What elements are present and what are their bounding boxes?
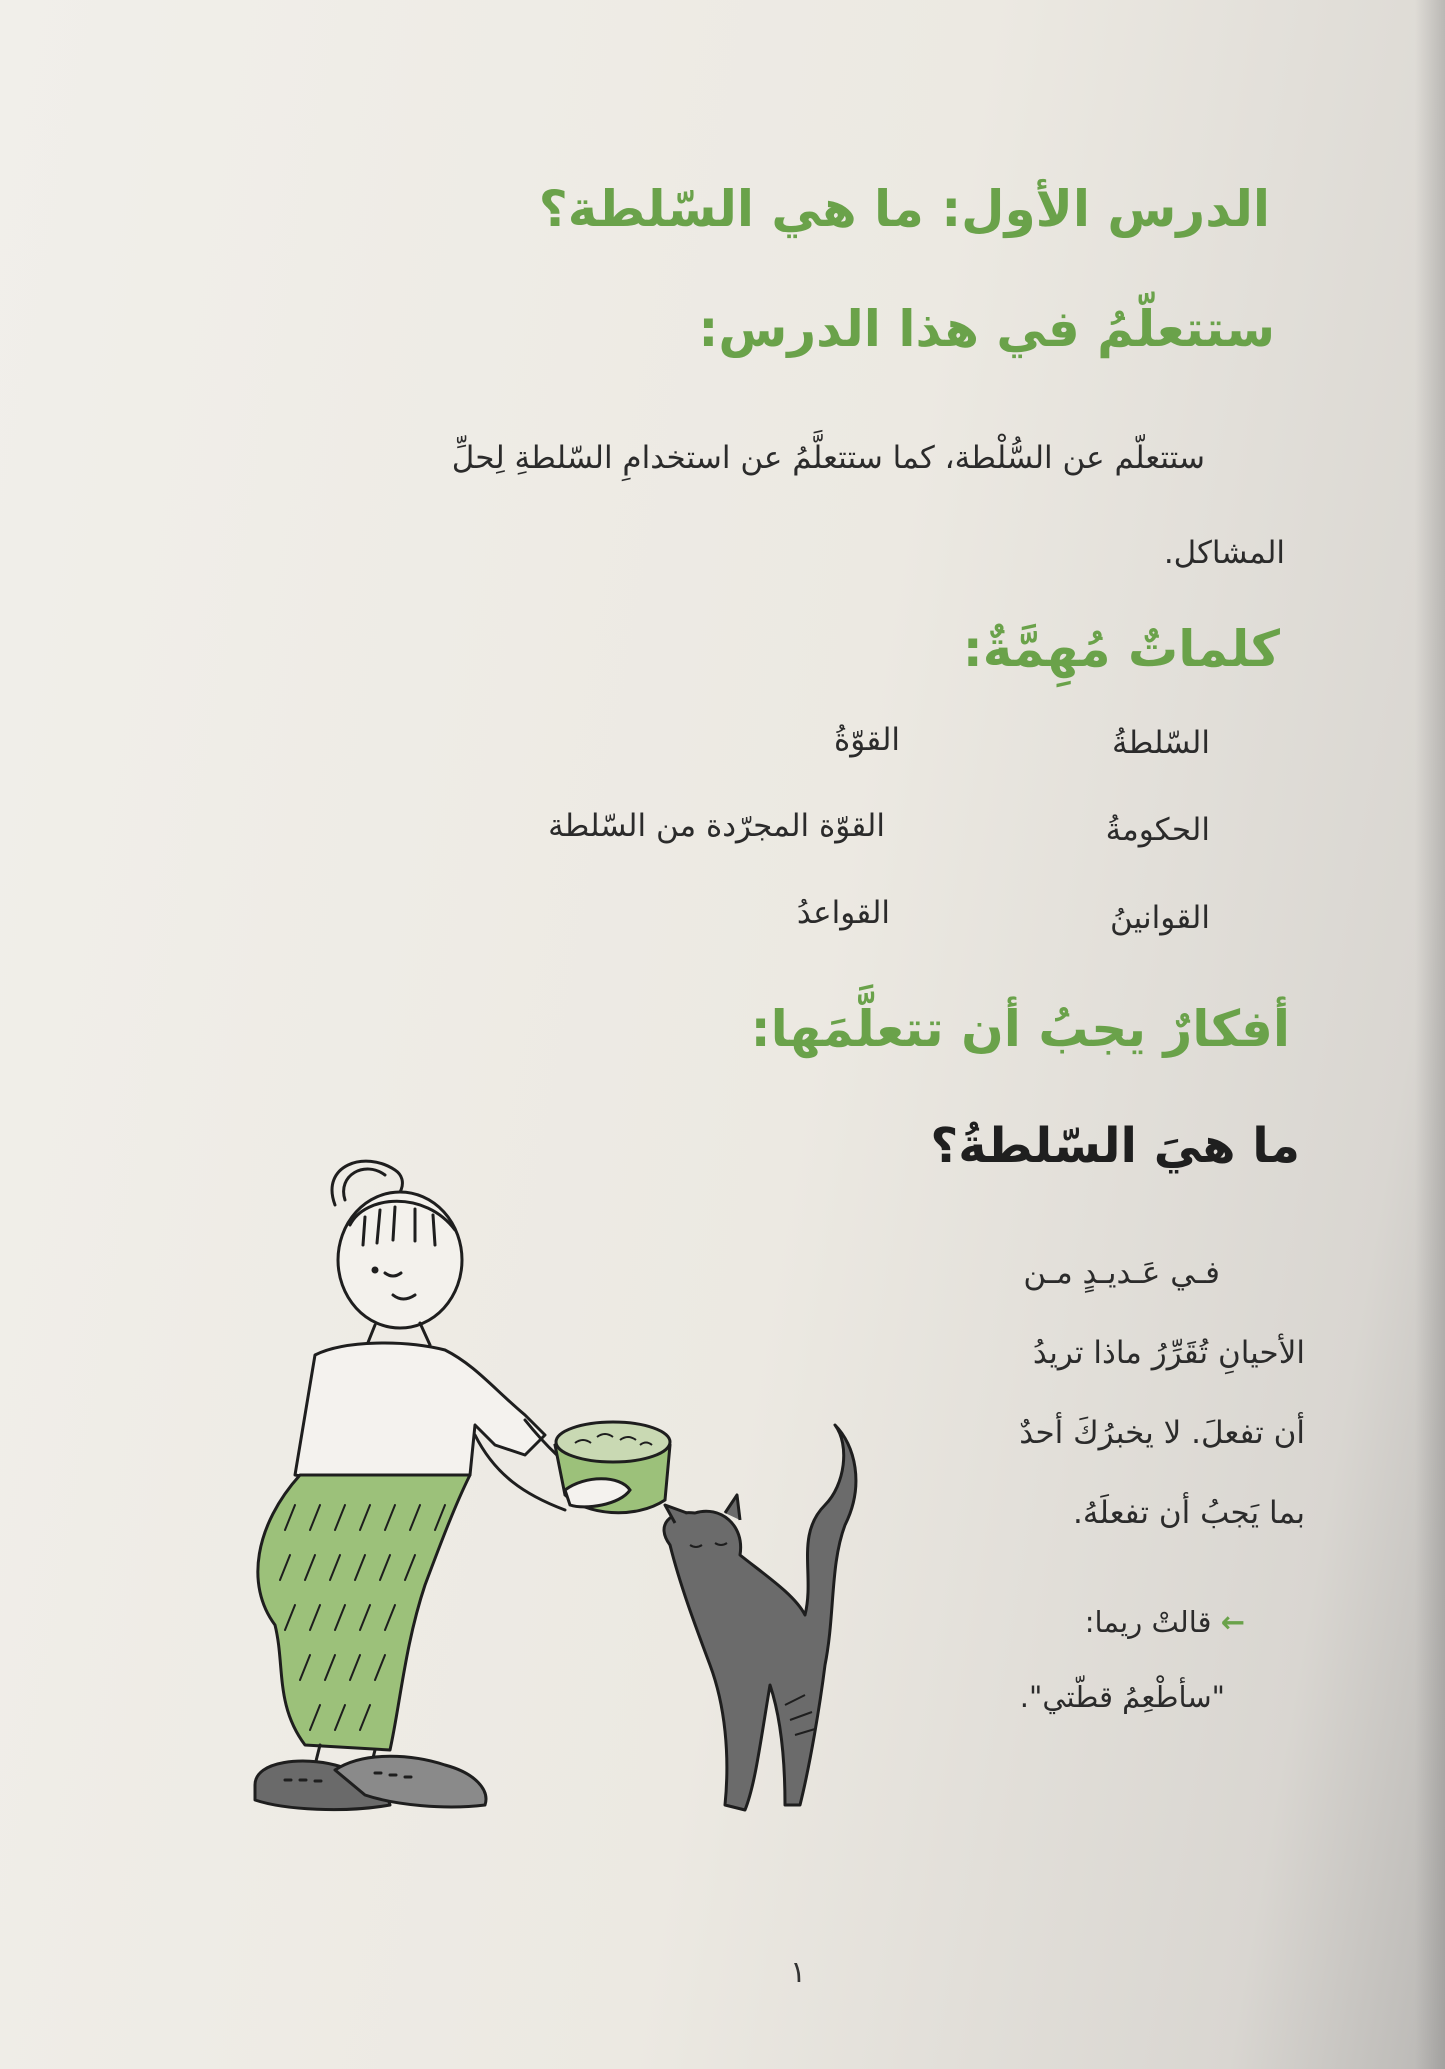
question-heading: ما هيَ السّلطةُ؟ xyxy=(930,1118,1300,1174)
intro-text-line: ستتعلّم عن السُّلْطة، كما ستتعلَّمُ عن استخدامِ السّلطةِ لِحلِّ xyxy=(451,440,1205,476)
cat-figure xyxy=(664,1425,856,1810)
girl-feeding-cat-illustration xyxy=(225,1145,945,1865)
story-text-line: بما يَجبُ أن تفعلَهُ. xyxy=(1072,1495,1305,1531)
story-text-line: فـي عَـديـدٍ مـن xyxy=(1023,1255,1220,1291)
keyword: القوّة المجرّدة من السّلطة xyxy=(548,808,885,844)
keyword: القوانينُ xyxy=(1110,900,1210,936)
girl-figure xyxy=(255,1161,595,1809)
page-number: ١ xyxy=(790,1955,807,1990)
story-text-line: أن تفعلَ. لا يخبرُكَ أحدٌ xyxy=(1019,1415,1305,1451)
reema-quote: "سأطْعِمُ قطّتي". xyxy=(1019,1680,1225,1714)
keyword: السّلطةُ xyxy=(1111,725,1210,761)
keyword: القواعدُ xyxy=(796,895,890,931)
reema-said-label: ← قالتْ ريما: xyxy=(1084,1605,1245,1639)
arrow-left-icon: ← xyxy=(1220,1605,1245,1639)
lesson-title: الدرس الأول: ما هي السّلطة؟ xyxy=(538,180,1270,238)
story-text-line: الأحيانِ تُقَرِّرُ ماذا تريدُ xyxy=(1032,1335,1305,1371)
ideas-heading: أفكارٌ يجبُ أن تتعلَّمَها: xyxy=(750,1000,1290,1058)
keyword: القوّةُ xyxy=(834,722,900,758)
intro-text-line: المشاكل. xyxy=(1163,535,1285,571)
keywords-heading: كلماتٌ مُهِمَّةٌ: xyxy=(962,620,1280,678)
learn-heading: ستتعلّمُ في هذا الدرس: xyxy=(698,300,1275,358)
keyword: الحكومةُ xyxy=(1105,812,1210,848)
page-binding-shadow xyxy=(1415,0,1445,2069)
